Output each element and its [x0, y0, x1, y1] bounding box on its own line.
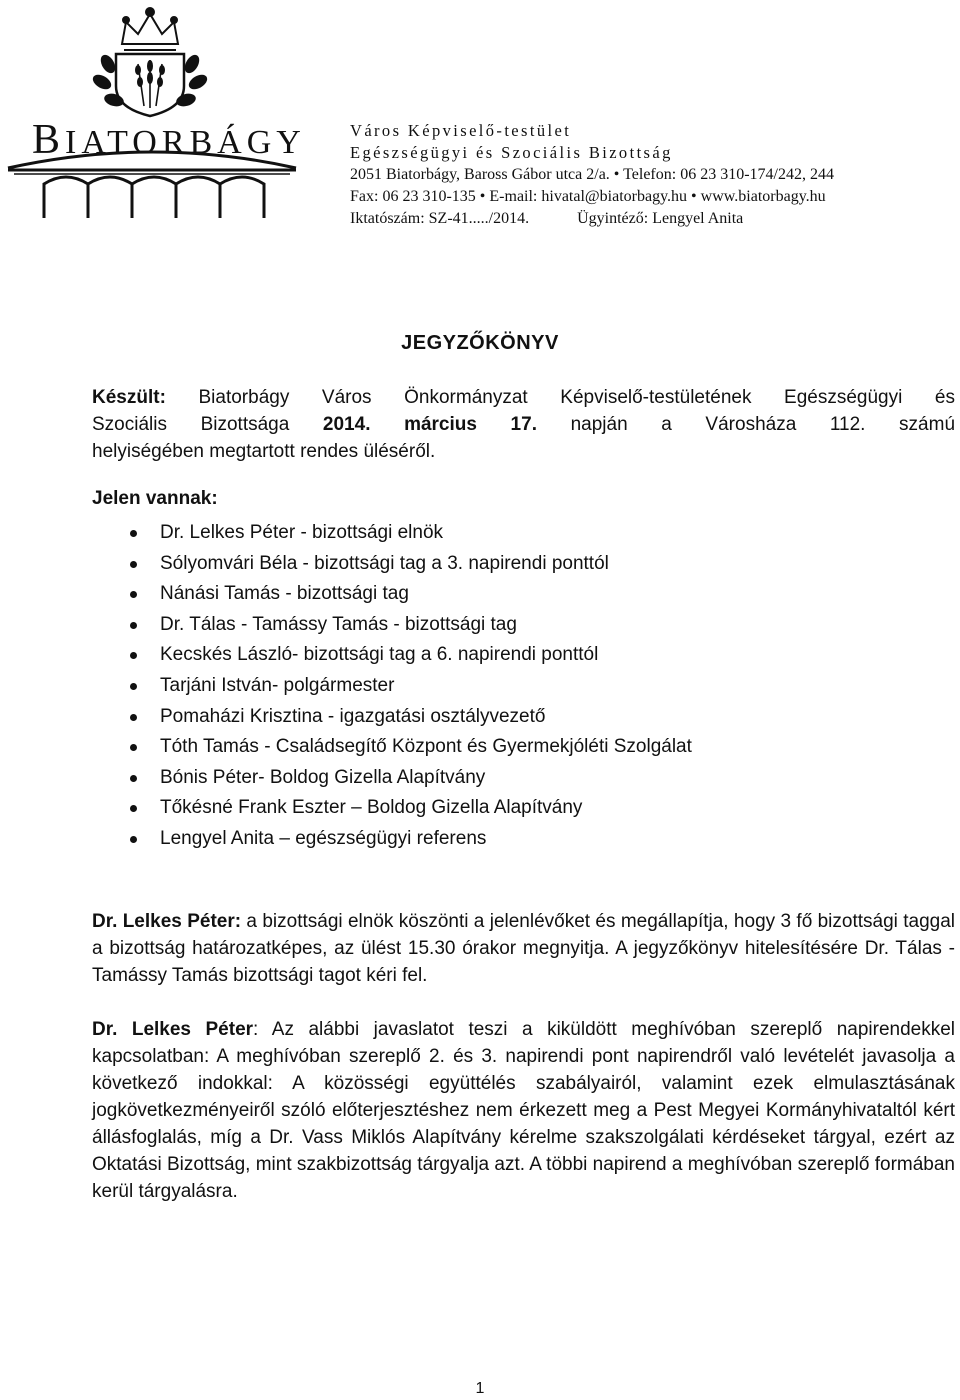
org-name: Város Képviselő-testület	[350, 121, 572, 140]
meeting-date: 2014. március 17.	[322, 414, 537, 435]
intro-label: Készült:	[92, 387, 166, 408]
intro-line-1	[92, 384, 955, 411]
email: E-mail: hivatal@biatorbagy.hu	[489, 188, 688, 205]
attendees-heading: Jelen vannak:	[92, 488, 218, 509]
attendee-text: Pomaházi Krisztina - igazgatási osztályvezető	[160, 705, 546, 727]
bullet-icon	[130, 561, 137, 568]
list-item	[130, 640, 692, 671]
contact-line	[350, 186, 950, 208]
list-item	[130, 702, 692, 733]
intro-paragraph	[92, 384, 955, 465]
attendee-text: Kecskés László- bizottsági tag a 6. napirendi ponttól	[160, 644, 599, 666]
list-item	[130, 518, 692, 549]
attendee-text: Dr. Tálas - Tamássy Tamás - bizottsági tag	[160, 613, 517, 635]
list-item	[130, 732, 692, 763]
list-item	[130, 579, 692, 610]
list-item	[130, 793, 692, 824]
website: www.biatorbagy.hu	[700, 188, 826, 205]
bullet-icon	[130, 530, 137, 537]
paragraph-text: a bizottsági elnök köszönti a jelenlévőket és megállapítja, hogy 3 fő bizottsági taggal a bizottság határozatképes, az ülést 15.30 órakor megnyitja. A jegyzőkönyv hitelesítésére Dr. Tálas - Tamássy Tamás bizottsági tagot kéri fel.	[92, 911, 956, 986]
bullet-icon	[130, 775, 137, 782]
fax: Fax: 06 23 310-135	[350, 188, 476, 205]
attendee-text: Tőkésné Frank Eszter – Boldog Gizella Alapítvány	[160, 797, 583, 819]
bullet-icon	[130, 714, 137, 721]
intro-line-3: helyiségében megtartott rendes üléséről.	[92, 441, 436, 462]
bullet-separator: •	[613, 166, 620, 183]
intro-line-1-text: Biatorbágy Város Önkormányzat Képviselő-testületének Egészségügyi és	[165, 387, 955, 408]
bullet-separator: •	[479, 188, 486, 205]
logo-wordmark	[32, 116, 306, 164]
list-item	[130, 763, 692, 794]
paragraph-text: : Az alábbi javaslatot teszi a kiküldött meghívóban szereplő napirendekkel kapcsolatban: A meghívóban szereplő 2. és 3. napirendi pont napirendről való levételét javasolja a következő indokkal: A közösségi együttélés szabályairól, valamint ezek elmulasztásának jogkövetkezményeiről szóló előterjesztéshez nem érkezett meg a Pest Megyei Kormányhivataltól kért állásfoglalás, míg a Dr. Vass Miklós Alapítvány kérelme szakszolgálati kérdéseket tárgyal, ezért az Oktatási Bizottság, mint szakbizottság tárgyalja azt. A többi napirend a meghívóban szereplő formában kerül tárgyalásra.	[92, 1019, 955, 1202]
intro-line-2-end: napján a Városháza 112. számú	[536, 414, 956, 435]
attendee-text: Tóth Tamás - Családsegítő Központ és Gyermekjóléti Szolgálat	[160, 736, 692, 758]
logo-wordmark-initial: B	[32, 117, 66, 163]
attendee-text: Tarjáni István- polgármester	[160, 674, 395, 696]
reference-number: Iktatószám: SZ-41...../2014.	[350, 210, 530, 227]
address: 2051 Biatorbágy, Baross Gábor utca 2/a.	[350, 166, 610, 183]
intro-line-2	[92, 411, 955, 438]
list-item	[130, 549, 692, 580]
administrator: Ügyintéző: Lengyel Anita	[577, 210, 744, 227]
biatorbagy-logo	[4, 4, 306, 218]
logo-wordmark-rest: IATORBÁGY	[65, 124, 306, 161]
committee-name: Egészségügyi és Szociális Bizottság	[350, 143, 673, 162]
phone: Telefon: 06 23 310-174/242, 244	[623, 166, 834, 183]
list-item	[130, 671, 692, 702]
speaker-name: Dr. Lelkes Péter	[92, 1019, 254, 1040]
attendee-text: Bónis Péter- Boldog Gizella Alapítvány	[160, 766, 486, 788]
agenda-proposal-paragraph	[92, 1016, 955, 1205]
list-item	[130, 824, 692, 855]
bullet-icon	[130, 683, 137, 690]
reference-line	[350, 208, 950, 230]
attendee-text: Sólyomvári Béla - bizottsági tag a 3. napirendi ponttól	[160, 552, 609, 574]
bullet-icon	[130, 805, 137, 812]
speaker-name: Dr. Lelkes Péter:	[92, 911, 242, 932]
attendee-list	[130, 518, 692, 855]
address-line	[350, 164, 950, 186]
page-number: 1	[475, 1380, 485, 1397]
coat-of-arms-icon	[4, 4, 300, 218]
opening-paragraph	[92, 908, 955, 989]
bullet-icon	[130, 744, 137, 751]
letterhead	[350, 120, 950, 230]
attendee-text: Lengyel Anita – egészségügyi referens	[160, 827, 487, 849]
bullet-icon	[130, 591, 137, 598]
bullet-separator: •	[691, 188, 697, 205]
intro-line-2-start: Szociális Bizottsága	[92, 414, 323, 435]
attendee-text: Dr. Lelkes Péter - bizottsági elnök	[160, 522, 444, 543]
list-item	[130, 610, 692, 641]
bullet-icon	[130, 622, 137, 629]
bullet-icon	[130, 652, 137, 659]
document-title: JEGYZŐKÖNYV	[401, 332, 559, 354]
attendee-text: Nánási Tamás - bizottsági tag	[160, 583, 409, 605]
bullet-icon	[130, 836, 137, 843]
